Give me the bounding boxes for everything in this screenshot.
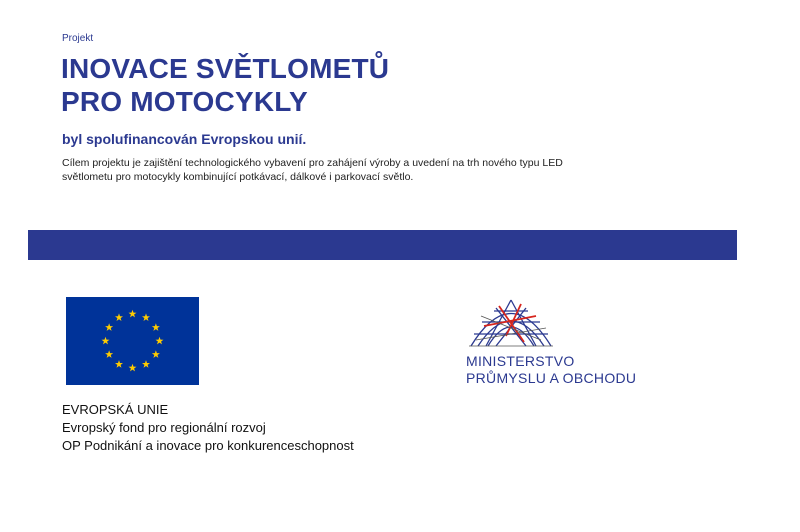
eu-star-icon [102, 337, 110, 345]
ministry-name-line2: PRŮMYSLU A OBCHODU [466, 370, 637, 386]
ministry-dome-logo-icon [466, 296, 556, 352]
eu-star-icon [105, 350, 113, 358]
eu-fund-name: Evropský fond pro regionální rozvoj [62, 420, 266, 435]
eu-funding-text [62, 401, 354, 455]
eu-star-icon [142, 313, 150, 321]
eu-star-icon [115, 313, 123, 321]
project-description-line1: Cílem projektu je zajištění technologického vybavení pro zahájení výroby a uvedení na trh nového typu LED [62, 157, 563, 169]
eu-star-icon [105, 323, 113, 331]
eu-star-icon [115, 360, 123, 368]
project-label: Projekt [62, 33, 94, 44]
eu-name: EVROPSKÁ UNIE [62, 402, 169, 417]
eu-star-icon [152, 350, 160, 358]
project-description [62, 156, 702, 184]
eu-star-icon [129, 364, 137, 372]
project-title-line2: PRO MOTOCYKLY [61, 86, 308, 117]
project-description-line2: světlometu pro motocykly kombinující potkávací, dálkové i parkovací světlo. [62, 171, 414, 183]
project-title [61, 52, 389, 118]
eu-programme-name: OP Podnikání a inovace pro konkurenceschopnost [62, 438, 354, 453]
eu-star-icon [142, 360, 150, 368]
ministry-name [466, 353, 636, 387]
eu-star-icon [152, 323, 160, 331]
cofinancing-statement: byl spolufinancován Evropskou unií. [62, 131, 307, 147]
project-title-line1: INOVACE SVĚTLOMETŮ [61, 53, 390, 84]
eu-star-icon [156, 337, 164, 345]
ministry-name-line1: MINISTERSTVO [466, 353, 575, 369]
eu-flag-icon [66, 297, 199, 385]
blue-divider-band [28, 230, 737, 260]
eu-star-icon [129, 310, 137, 318]
eu-flag-stars [66, 297, 199, 385]
